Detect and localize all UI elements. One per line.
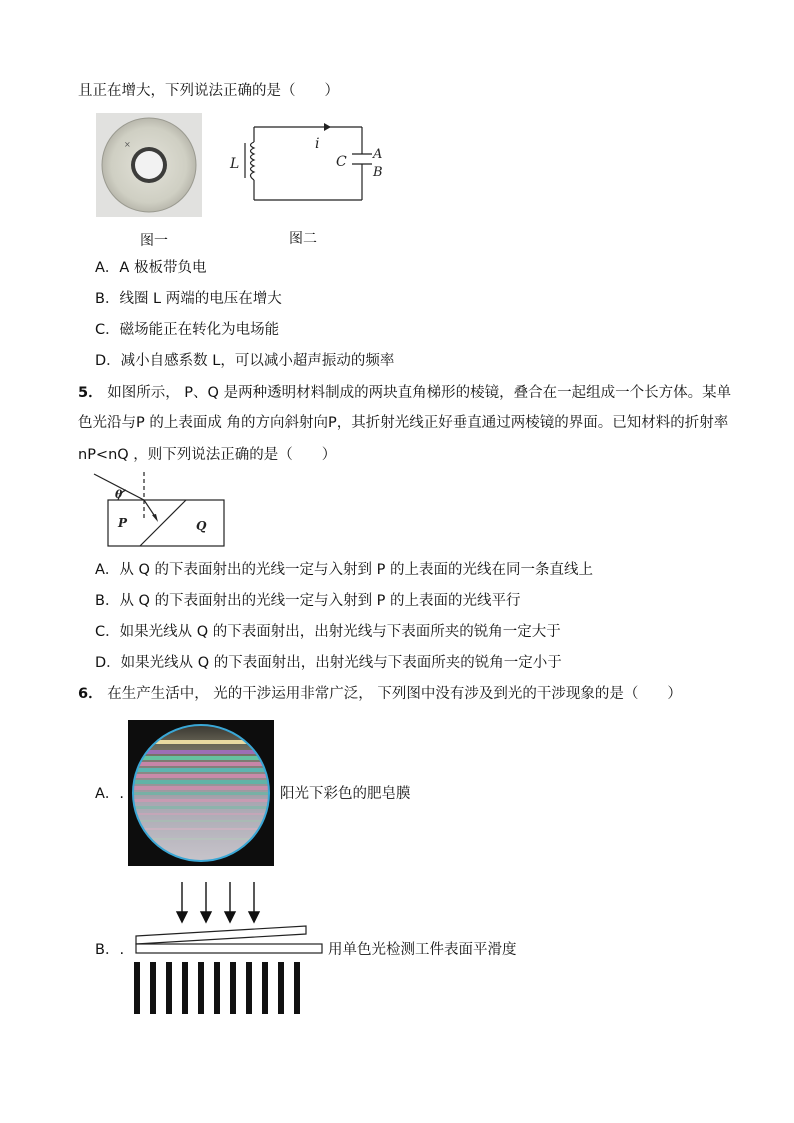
current-arrow-icon (324, 123, 331, 131)
q5-stem-line3: nP<nQ ，则下列说法正确的是（ ） (78, 447, 337, 463)
circuit-label-C: C (336, 154, 347, 170)
q5-option-b: B．从 Q 的下表面射出的光线一定与入射到 P 的上表面的光线平行 (95, 593, 521, 609)
prism-label-P: P (118, 516, 128, 530)
q6-option-b-label: B．. (95, 942, 125, 958)
q4-option-b: B．线圈 L 两端的电压在增大 (95, 291, 282, 307)
q4-option-a: A．A 极板带负电 (95, 260, 207, 276)
q4-option-c: C．磁场能正在转化为电场能 (95, 322, 280, 338)
circuit-label-B: B (373, 165, 383, 180)
q5-number: 5． (78, 385, 103, 401)
circuit-label-A: A (373, 147, 383, 162)
q6-number: 6． (78, 686, 103, 702)
light-ray-arrow-icon (152, 514, 158, 522)
q5-stem-line2: 色光沿与P 的上表面成 角的方向斜射向P，其折射光线正好垂直通过两棱镜的界面。已知材料的折射率 (78, 415, 729, 431)
q4-figure1-caption: 图一 (140, 233, 168, 249)
circuit-label-i: i (315, 136, 320, 152)
q6-stem: 6． 在生产生活中， 光的干涉运用非常广泛， 下列图中没有涉及到光的干涉现象的是（ ） (78, 686, 682, 702)
q6-option-a-caption: 阳光下彩色的肥皂膜 (280, 786, 411, 802)
q4-stem-tail: 且正在增大，下列说法正确的是（ ） (78, 83, 339, 99)
q5-option-c: C．如果光线从 Q 的下表面射出，出射光线与下表面所夹的锐角一定大于 (95, 624, 561, 640)
prism-label-theta: θ (115, 488, 123, 501)
q6-option-a-label: A．. (95, 786, 125, 802)
prism-label-Q: Q (196, 519, 207, 533)
q5-option-d: D．如果光线从 Q 的下表面射出，出射光线与下表面所夹的锐角一定小于 (95, 655, 562, 671)
q5-figure-prisms (92, 470, 232, 550)
q4-figure2-circuit (226, 118, 396, 208)
q6-option-b-thin-film-wedge-image (130, 880, 326, 1016)
svg-text:×: × (124, 140, 131, 149)
q4-option-d: D．减小自感系数 L，可以减小超声振动的频率 (95, 353, 395, 369)
circuit-label-L: L (230, 156, 240, 172)
q4-figure1-washer (96, 113, 202, 217)
q5-stem-line1: 5． 如图所示， P、Q 是两种透明材料制成的两块直角梯形的棱镜，叠合在一起组成一个长方体。某单 (78, 385, 732, 401)
q6-option-b-caption: 用单色光检测工件表面平滑度 (328, 942, 517, 958)
q4-figure2-caption: 图二 (289, 231, 317, 247)
q5-option-a: A．从 Q 的下表面射出的光线一定与入射到 P 的上表面的光线在同一条直线上 (95, 562, 594, 578)
q6-option-a-soap-film-image (128, 720, 274, 866)
